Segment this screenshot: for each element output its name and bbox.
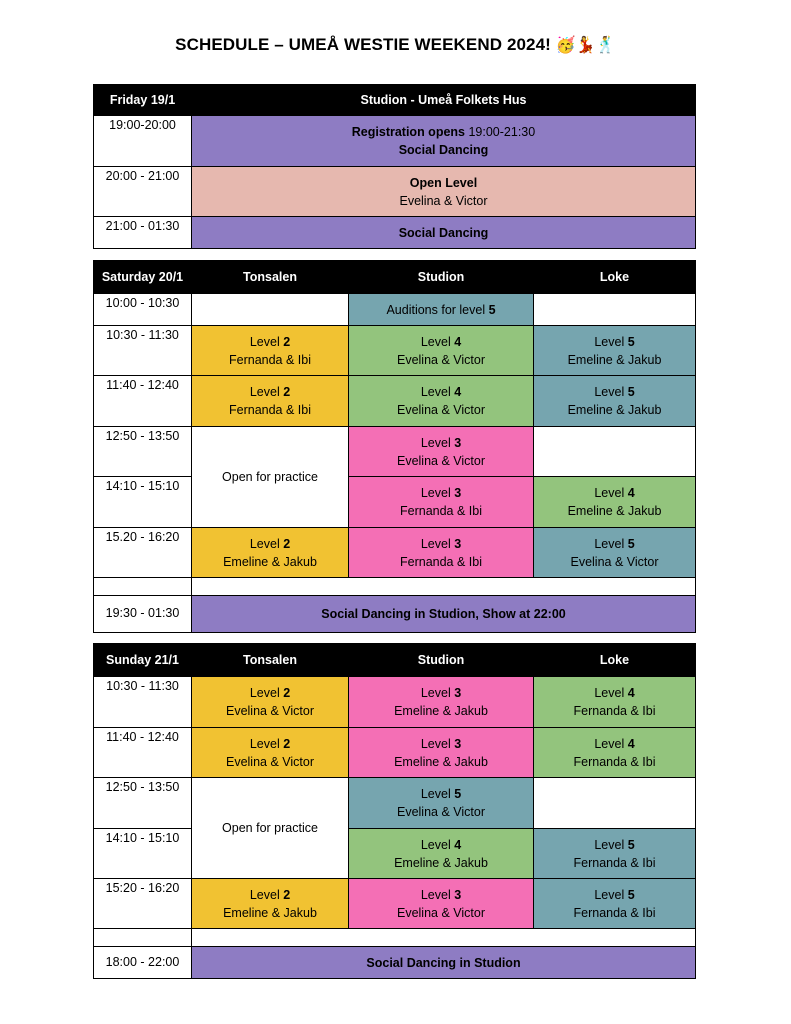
- auditions-text: Auditions for level: [386, 302, 489, 317]
- level-word: Level: [594, 736, 628, 751]
- class-cell: [349, 326, 534, 376]
- class-cell: [534, 326, 696, 376]
- time-cell: 10:30 - 11:30: [94, 326, 192, 376]
- friday-day-header: Friday 19/1: [94, 85, 192, 116]
- level-number: 4: [627, 736, 635, 751]
- sunday-schedule-table: [93, 643, 696, 979]
- sunday-day-header: Sunday 21/1: [94, 644, 192, 677]
- class-cell: [349, 778, 534, 829]
- level-number: 2: [283, 736, 291, 751]
- instructors: Evelina & Victor: [396, 403, 485, 417]
- level-number: 3: [454, 536, 462, 551]
- instructors: Emeline & Jakub: [567, 403, 662, 417]
- instructors: Emeline & Jakub: [394, 855, 488, 870]
- class-cell: [192, 376, 349, 427]
- level-number: 5: [627, 887, 635, 902]
- level-word: Level: [594, 887, 628, 902]
- instructors: Fernanda & Ibi: [229, 352, 311, 367]
- room-header-studion: Studion: [349, 644, 534, 677]
- room-header-loke: Loke: [534, 644, 696, 677]
- level-number: 2: [283, 887, 291, 902]
- level-word: Level: [420, 536, 455, 551]
- class-cell: [349, 677, 534, 728]
- level-word: Level: [249, 385, 284, 399]
- friday-venue-header: Studion - Umeå Folkets Hus: [192, 85, 696, 116]
- level-word: Level: [594, 686, 628, 700]
- class-cell: [192, 326, 349, 376]
- level-number: 5: [627, 334, 635, 349]
- instructors: Emeline & Jakub: [394, 704, 488, 718]
- time-cell: 12:50 - 13:50: [94, 427, 192, 477]
- time-cell: 15.20 - 16:20: [94, 528, 192, 578]
- instructors: Fernanda & Ibi: [573, 704, 656, 718]
- instructors: Evelina & Victor: [396, 453, 485, 468]
- instructors: Evelina & Victor: [399, 193, 488, 208]
- social-dancing-cell: Social Dancing: [192, 217, 696, 249]
- level-word: Level: [249, 686, 284, 700]
- level-number: 4: [454, 385, 462, 399]
- page-title: [0, 35, 791, 55]
- level-word: Level: [420, 435, 455, 450]
- instructors: Evelina & Victor: [396, 352, 485, 367]
- class-cell: [534, 477, 696, 528]
- level-word: Level: [420, 334, 455, 349]
- level-word: Level: [420, 736, 455, 751]
- social-dancing-cell: Social Dancing in Studion, Show at 22:00: [192, 596, 696, 633]
- level-word: Level: [594, 837, 628, 852]
- level-number: 4: [454, 837, 462, 852]
- level-word: Level: [249, 736, 284, 751]
- empty-cell: [534, 427, 696, 477]
- instructors: Evelina & Victor: [225, 704, 314, 718]
- class-cell: [534, 528, 696, 578]
- level-number: 4: [627, 486, 635, 500]
- social-dancing-label: Social Dancing: [398, 143, 489, 157]
- time-cell: [94, 578, 192, 596]
- class-cell: [534, 376, 696, 427]
- class-cell: [534, 728, 696, 778]
- instructors: Fernanda & Ibi: [400, 504, 482, 518]
- instructors: Emeline & Jakub: [223, 905, 317, 920]
- instructors: Emeline & Jakub: [394, 754, 488, 769]
- level-word: Level: [420, 837, 455, 852]
- class-cell: [192, 677, 349, 728]
- class-cell: [349, 477, 534, 528]
- level-number: 2: [283, 385, 291, 399]
- registration-time: 19:00-21:30: [465, 125, 536, 139]
- instructors: Fernanda & Ibi: [229, 403, 311, 417]
- class-cell: [534, 829, 696, 879]
- room-header-studion: Studion: [349, 261, 534, 294]
- instructors: Emeline & Jakub: [223, 554, 317, 569]
- level-word: Level: [420, 787, 455, 801]
- class-cell: [192, 728, 349, 778]
- class-cell: [192, 879, 349, 929]
- open-level-title: Open Level: [409, 175, 478, 190]
- instructors: Emeline & Jakub: [567, 352, 662, 367]
- time-cell: 21:00 - 01:30: [94, 217, 192, 249]
- time-cell: 14:10 - 15:10: [94, 477, 192, 528]
- saturday-day-header: Saturday 20/1: [94, 261, 192, 294]
- time-cell: 20:00 - 21:00: [94, 167, 192, 217]
- time-cell: 12:50 - 13:50: [94, 778, 192, 829]
- friday-schedule-table: [93, 84, 696, 249]
- level-number: 3: [454, 736, 462, 751]
- spacer-cell: [192, 578, 696, 596]
- level-word: Level: [420, 385, 455, 399]
- level-number: 2: [283, 686, 291, 700]
- level-word: Level: [249, 887, 284, 902]
- title-text: SCHEDULE – UMEÅ WESTIE WEEKEND 2024!: [175, 35, 551, 54]
- time-cell: [94, 929, 192, 947]
- room-header-tonsalen: Tonsalen: [192, 644, 349, 677]
- level-word: Level: [594, 536, 628, 551]
- level-number: 5: [454, 787, 462, 801]
- instructors: Evelina & Victor: [396, 805, 485, 819]
- time-cell: 14:10 - 15:10: [94, 829, 192, 879]
- level-word: Level: [420, 486, 455, 500]
- level-number: 5: [627, 385, 635, 399]
- level-word: Level: [594, 385, 628, 399]
- class-cell: [349, 528, 534, 578]
- level-number: 2: [283, 334, 291, 349]
- level-number: 4: [627, 686, 635, 700]
- empty-cell: [534, 778, 696, 829]
- level-number: 5: [627, 536, 635, 551]
- saturday-schedule-table: [93, 260, 696, 633]
- open-level-cell: [192, 167, 696, 217]
- level-word: Level: [594, 486, 628, 500]
- time-cell: 15:20 - 16:20: [94, 879, 192, 929]
- level-number: 2: [283, 536, 291, 551]
- instructors: Fernanda & Ibi: [573, 855, 656, 870]
- class-cell: [349, 829, 534, 879]
- class-cell: [349, 879, 534, 929]
- social-dancing-cell: Social Dancing in Studion: [192, 947, 696, 979]
- level-number: 3: [454, 435, 462, 450]
- auditions-level: 5: [488, 302, 496, 317]
- time-cell: 18:00 - 22:00: [94, 947, 192, 979]
- time-cell: 10:30 - 11:30: [94, 677, 192, 728]
- instructors: Fernanda & Ibi: [573, 905, 656, 920]
- level-word: Level: [249, 334, 284, 349]
- class-cell: [349, 376, 534, 427]
- spacer-cell: [192, 929, 696, 947]
- level-number: 4: [454, 334, 462, 349]
- class-cell: [534, 879, 696, 929]
- registration-label: Registration opens: [351, 125, 465, 139]
- empty-cell: [534, 294, 696, 326]
- time-cell: 10:00 - 10:30: [94, 294, 192, 326]
- class-cell: [349, 728, 534, 778]
- time-cell: 11:40 - 12:40: [94, 728, 192, 778]
- time-cell: 19:30 - 01:30: [94, 596, 192, 633]
- level-word: Level: [594, 334, 628, 349]
- party-emoji-icon: 🥳💃🕺: [555, 35, 616, 54]
- time-cell: 11:40 - 12:40: [94, 376, 192, 427]
- level-number: 5: [627, 837, 635, 852]
- room-header-loke: Loke: [534, 261, 696, 294]
- instructors: Evelina & Victor: [570, 554, 659, 569]
- instructors: Evelina & Victor: [225, 754, 314, 769]
- level-number: 3: [454, 486, 462, 500]
- instructors: Evelina & Victor: [396, 905, 485, 920]
- level-number: 3: [454, 887, 462, 902]
- level-word: Level: [249, 536, 284, 551]
- class-cell: [192, 528, 349, 578]
- class-cell: [349, 427, 534, 477]
- registration-cell: [192, 116, 696, 167]
- level-word: Level: [420, 887, 455, 902]
- open-practice-cell: Open for practice: [192, 778, 349, 879]
- level-number: 3: [454, 686, 462, 700]
- empty-cell: [192, 294, 349, 326]
- class-cell: [534, 677, 696, 728]
- open-practice-cell: Open for practice: [192, 427, 349, 528]
- instructors: Fernanda & Ibi: [573, 754, 656, 769]
- time-cell: 19:00-20:00: [94, 116, 192, 167]
- instructors: Emeline & Jakub: [567, 504, 662, 518]
- auditions-cell: [349, 294, 534, 326]
- room-header-tonsalen: Tonsalen: [192, 261, 349, 294]
- level-word: Level: [420, 686, 455, 700]
- instructors: Fernanda & Ibi: [400, 554, 482, 569]
